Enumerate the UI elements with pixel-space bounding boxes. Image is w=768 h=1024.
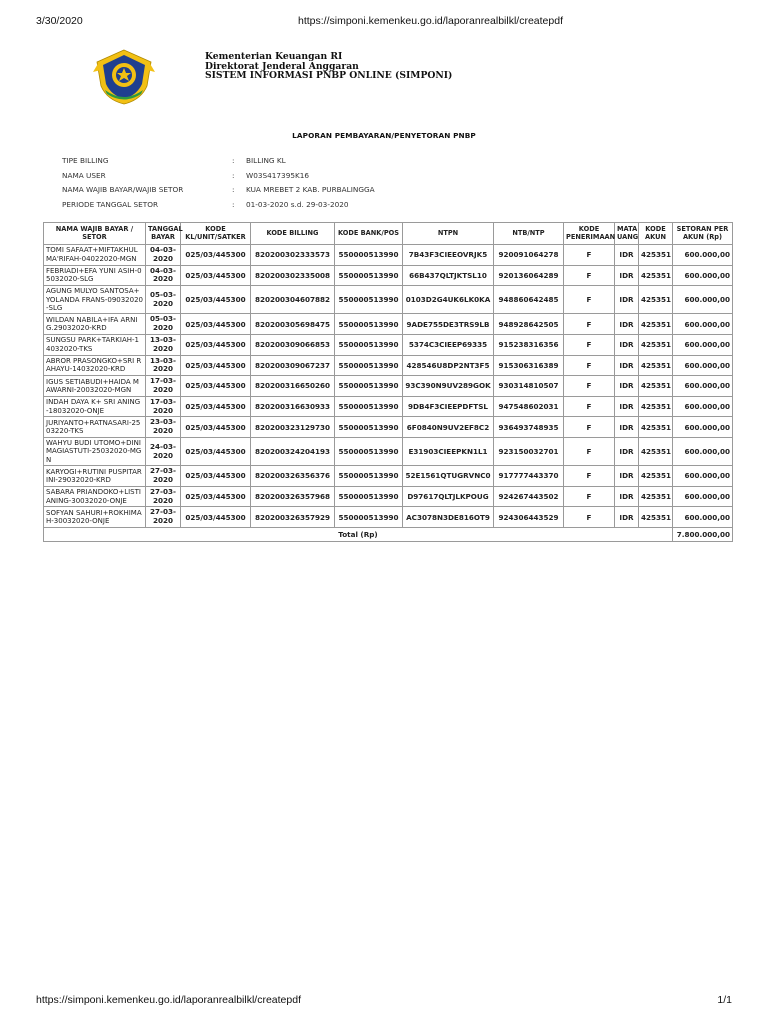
cell-ntpn: 66B437QLTJKTSL10 [403,265,494,286]
cell-billing: 820200323129730 [251,417,335,438]
cell-billing: 820200324204193 [251,437,335,465]
cell-tanggal: 04-03-2020 [146,265,181,286]
cell-penerimaan: F [564,437,615,465]
cell-tanggal: 27-03-2020 [146,507,181,528]
cell-billing: 820200326357968 [251,486,335,507]
cell-penerimaan: F [564,355,615,376]
cell-mata-uang: IDR [615,335,639,356]
cell-ntb: 930314810507 [494,376,564,397]
cell-ntb: 920091064278 [494,245,564,266]
cell-nama: SABARA PRIANDOKO+LISTIANING-30032020-ONJE [44,486,146,507]
cell-mata-uang: IDR [615,245,639,266]
cell-ntpn: 9ADE755DE3TRS9LB [403,314,494,335]
cell-satker: 025/03/445300 [181,437,251,465]
cell-akun: 425351 [639,437,673,465]
cell-nama: TOMI SAFAAT+MIFTAKHUL MA'RIFAH-04022020-MGN [44,245,146,266]
cell-penerimaan: F [564,466,615,487]
cell-setoran: 600.000,00 [673,486,733,507]
total-label: Total (Rp) [44,527,673,541]
table-body [44,245,733,528]
cell-tanggal: 27-03-2020 [146,486,181,507]
cell-ntpn: 428546U8DP2NT3F5 [403,355,494,376]
cell-billing: 820200309066853 [251,335,335,356]
cell-billing: 820200316630933 [251,396,335,417]
table-row [44,396,733,417]
col-header-ntpn: NTPN [403,223,494,245]
cell-bank: 550000513990 [335,466,403,487]
meta-value: W03S417395K16 [246,170,310,180]
cell-mata-uang: IDR [615,507,639,528]
cell-ntpn: 5374C3CIEEP69335 [403,335,494,356]
meta-value: BILLING KL [246,156,286,165]
org-line-directorate: Direktorat Jenderal Anggaran [205,60,359,72]
meta-value: KUA MREBET 2 KAB. PURBALINGGA [246,185,375,194]
table-row [44,265,733,286]
col-header-tanggal: TANGGAL BAYAR [146,223,181,245]
cell-tanggal: 24-03-2020 [146,437,181,465]
meta-label: NAMA USER [62,170,106,180]
organization-header [205,52,452,81]
cell-nama: INDAH DAYA K+ SRI ANING -18032020-ONJE [44,396,146,417]
cell-akun: 425351 [639,417,673,438]
cell-nama: ABROR PRASONGKO+SRI RAHAYU-14032020-KRD [44,355,146,376]
cell-satker: 025/03/445300 [181,355,251,376]
table-row [44,507,733,528]
cell-setoran: 600.000,00 [673,376,733,397]
cell-penerimaan: F [564,245,615,266]
cell-ntpn: 6F0840N9UV2EF8C2 [403,417,494,438]
col-header-satker: KODE KL/UNIT/SATKER [181,223,251,245]
cell-nama: WAHYU BUDI UTOMO+DINI MAGIASTUTI-25032020-MGN [44,437,146,465]
cell-akun: 425351 [639,286,673,314]
cell-tanggal: 13-03-2020 [146,355,181,376]
cell-billing: 820200309067237 [251,355,335,376]
cell-nama: JURIYANTO+RATNASARI-2503220-TKS [44,417,146,438]
meta-colon: : [232,156,235,165]
table-row [44,245,733,266]
cell-tanggal: 27-03-2020 [146,466,181,487]
cell-setoran: 600.000,00 [673,314,733,335]
cell-setoran: 600.000,00 [673,245,733,266]
print-header [36,15,732,31]
cell-bank: 550000513990 [335,417,403,438]
cell-ntpn: 7B43F3CIEEOVRJK5 [403,245,494,266]
cell-ntb: 917777443370 [494,466,564,487]
cell-setoran: 600.000,00 [673,507,733,528]
cell-satker: 025/03/445300 [181,314,251,335]
cell-mata-uang: IDR [615,396,639,417]
cell-ntpn: 93C390N9UV289GOK [403,376,494,397]
cell-nama: KARYOGI+RUTINI PUSPITARINI-29032020-KRD [44,466,146,487]
cell-bank: 550000513990 [335,314,403,335]
cell-setoran: 600.000,00 [673,437,733,465]
table-row [44,486,733,507]
cell-mata-uang: IDR [615,466,639,487]
cell-ntb: 948928642505 [494,314,564,335]
cell-ntb: 915306316389 [494,355,564,376]
cell-akun: 425351 [639,355,673,376]
cell-billing: 820200316650260 [251,376,335,397]
cell-billing: 820200326357929 [251,507,335,528]
table-row [44,466,733,487]
cell-tanggal: 17-03-2020 [146,396,181,417]
cell-satker: 025/03/445300 [181,265,251,286]
cell-bank: 550000513990 [335,396,403,417]
cell-akun: 425351 [639,245,673,266]
cell-mata-uang: IDR [615,486,639,507]
cell-ntb: 924267443502 [494,486,564,507]
cell-ntb: 924306443529 [494,507,564,528]
cell-mata-uang: IDR [615,286,639,314]
cell-satker: 025/03/445300 [181,466,251,487]
cell-satker: 025/03/445300 [181,507,251,528]
cell-bank: 550000513990 [335,376,403,397]
cell-penerimaan: F [564,486,615,507]
print-date: 3/30/2020 [36,15,83,27]
col-header-setoran: SETORAN PER AKUN (Rp) [673,223,733,245]
cell-tanggal: 04-03-2020 [146,245,181,266]
cell-ntpn: E31903CIEEPKN1L1 [403,437,494,465]
cell-akun: 425351 [639,376,673,397]
cell-billing: 820200304607882 [251,286,335,314]
cell-nama: SOFYAN SAHURI+ROKHIMAH-30032020-ONJE [44,507,146,528]
cell-penerimaan: F [564,335,615,356]
table-row [44,314,733,335]
total-value: 7.800.000,00 [673,527,733,541]
col-header-billing: KODE BILLING [251,223,335,245]
cell-ntpn: 0103D2G4UK6LK0KA [403,286,494,314]
cell-penerimaan: F [564,417,615,438]
cell-tanggal: 17-03-2020 [146,376,181,397]
col-header-akun: KODE AKUN [639,223,673,245]
cell-ntpn: 52E1561QTUGRVNC0 [403,466,494,487]
cell-bank: 550000513990 [335,335,403,356]
cell-akun: 425351 [639,335,673,356]
meta-value: 01-03-2020 s.d. 29-03-2020 [246,199,349,209]
page-number: 1/1 [717,994,732,1006]
cell-akun: 425351 [639,486,673,507]
report-title: LAPORAN PEMBAYARAN/PENYETORAN PNBP [292,131,476,140]
cell-satker: 025/03/445300 [181,286,251,314]
org-line-ministry: Kementerian Keuangan RI [205,51,343,62]
table-row [44,355,733,376]
col-header-mata-uang: MATA UANG [615,223,639,245]
cell-akun: 425351 [639,466,673,487]
cell-ntpn: 9DB4F3CIEEPDFTSL [403,396,494,417]
footer-url: https://simponi.kemenkeu.go.id/laporanrealbilkl/createpdf [36,994,301,1006]
cell-setoran: 600.000,00 [673,355,733,376]
cell-billing: 820200305698475 [251,314,335,335]
cell-satker: 025/03/445300 [181,335,251,356]
cell-penerimaan: F [564,507,615,528]
cell-setoran: 600.000,00 [673,335,733,356]
cell-nama: FEBRIADI+EFA YUNI ASIH-05032020-SLG [44,265,146,286]
table-row [44,286,733,314]
cell-ntb: 947548602031 [494,396,564,417]
cell-ntb: 936493748935 [494,417,564,438]
cell-tanggal: 23-03-2020 [146,417,181,438]
cell-mata-uang: IDR [615,265,639,286]
cell-satker: 025/03/445300 [181,245,251,266]
kemenkeu-logo [91,42,157,108]
cell-satker: 025/03/445300 [181,486,251,507]
col-header-penerimaan: KODE PENERIMAAN [564,223,615,245]
print-footer [36,994,732,1010]
cell-setoran: 600.000,00 [673,396,733,417]
meta-colon: : [232,199,235,209]
meta-label: TIPE BILLING [62,156,109,165]
col-header-bank: KODE BANK/POS [335,223,403,245]
cell-satker: 025/03/445300 [181,376,251,397]
cell-akun: 425351 [639,507,673,528]
cell-ntb: 920136064289 [494,265,564,286]
cell-bank: 550000513990 [335,355,403,376]
payment-table [43,222,733,542]
cell-billing: 820200326356376 [251,466,335,487]
cell-tanggal: 13-03-2020 [146,335,181,356]
cell-ntb: 915238316356 [494,335,564,356]
cell-setoran: 600.000,00 [673,286,733,314]
col-header-ntb: NTB/NTP [494,223,564,245]
cell-satker: 025/03/445300 [181,417,251,438]
meta-label: PERIODE TANGGAL SETOR [62,199,159,209]
cell-penerimaan: F [564,265,615,286]
cell-nama: IGUS SETIABUDI+HAIDA MAWARNI-20032020-MGN [44,376,146,397]
meta-colon: : [232,185,235,194]
cell-bank: 550000513990 [335,437,403,465]
cell-mata-uang: IDR [615,437,639,465]
table-row [44,437,733,465]
cell-billing: 820200302335008 [251,265,335,286]
cell-penerimaan: F [564,376,615,397]
cell-mata-uang: IDR [615,376,639,397]
cell-ntpn: D97617QLTJLKPOUG [403,486,494,507]
cell-setoran: 600.000,00 [673,417,733,438]
cell-satker: 025/03/445300 [181,396,251,417]
cell-tanggal: 05-03-2020 [146,314,181,335]
print-url: https://simponi.kemenkeu.go.id/laporanrealbilkl/createpdf [298,15,563,27]
cell-setoran: 600.000,00 [673,265,733,286]
cell-mata-uang: IDR [615,314,639,335]
table-header-row [44,223,733,245]
cell-ntb: 948860642485 [494,286,564,314]
meta-label: NAMA WAJIB BAYAR/WAJIB SETOR [62,185,184,194]
cell-tanggal: 05-03-2020 [146,286,181,314]
cell-billing: 820200302333573 [251,245,335,266]
cell-penerimaan: F [564,314,615,335]
cell-penerimaan: F [564,286,615,314]
cell-nama: WILDAN NABILA+IFA ARNI G.29032020-KRD [44,314,146,335]
cell-akun: 425351 [639,314,673,335]
cell-bank: 550000513990 [335,265,403,286]
cell-bank: 550000513990 [335,245,403,266]
table-row [44,417,733,438]
cell-bank: 550000513990 [335,507,403,528]
table-row [44,376,733,397]
cell-nama: AGUNG MULYO SANTOSA+YOLANDA FRANS-09032020-SLG [44,286,146,314]
cell-setoran: 600.000,00 [673,466,733,487]
cell-penerimaan: F [564,396,615,417]
cell-nama: SUNGSU PARK+TARKIAH-14032020-TKS [44,335,146,356]
cell-bank: 550000513990 [335,286,403,314]
cell-akun: 425351 [639,265,673,286]
org-line-system: SISTEM INFORMASI PNBP ONLINE (SIMPONI) [205,70,453,82]
col-header-nama: NAMA WAJIB BAYAR / SETOR [44,223,146,245]
table-row [44,335,733,356]
meta-colon: : [232,170,235,180]
cell-mata-uang: IDR [615,417,639,438]
cell-bank: 550000513990 [335,486,403,507]
total-row [44,527,733,541]
cell-mata-uang: IDR [615,355,639,376]
cell-ntb: 923150032701 [494,437,564,465]
cell-ntpn: AC3078N3DE816OT9 [403,507,494,528]
cell-akun: 425351 [639,396,673,417]
